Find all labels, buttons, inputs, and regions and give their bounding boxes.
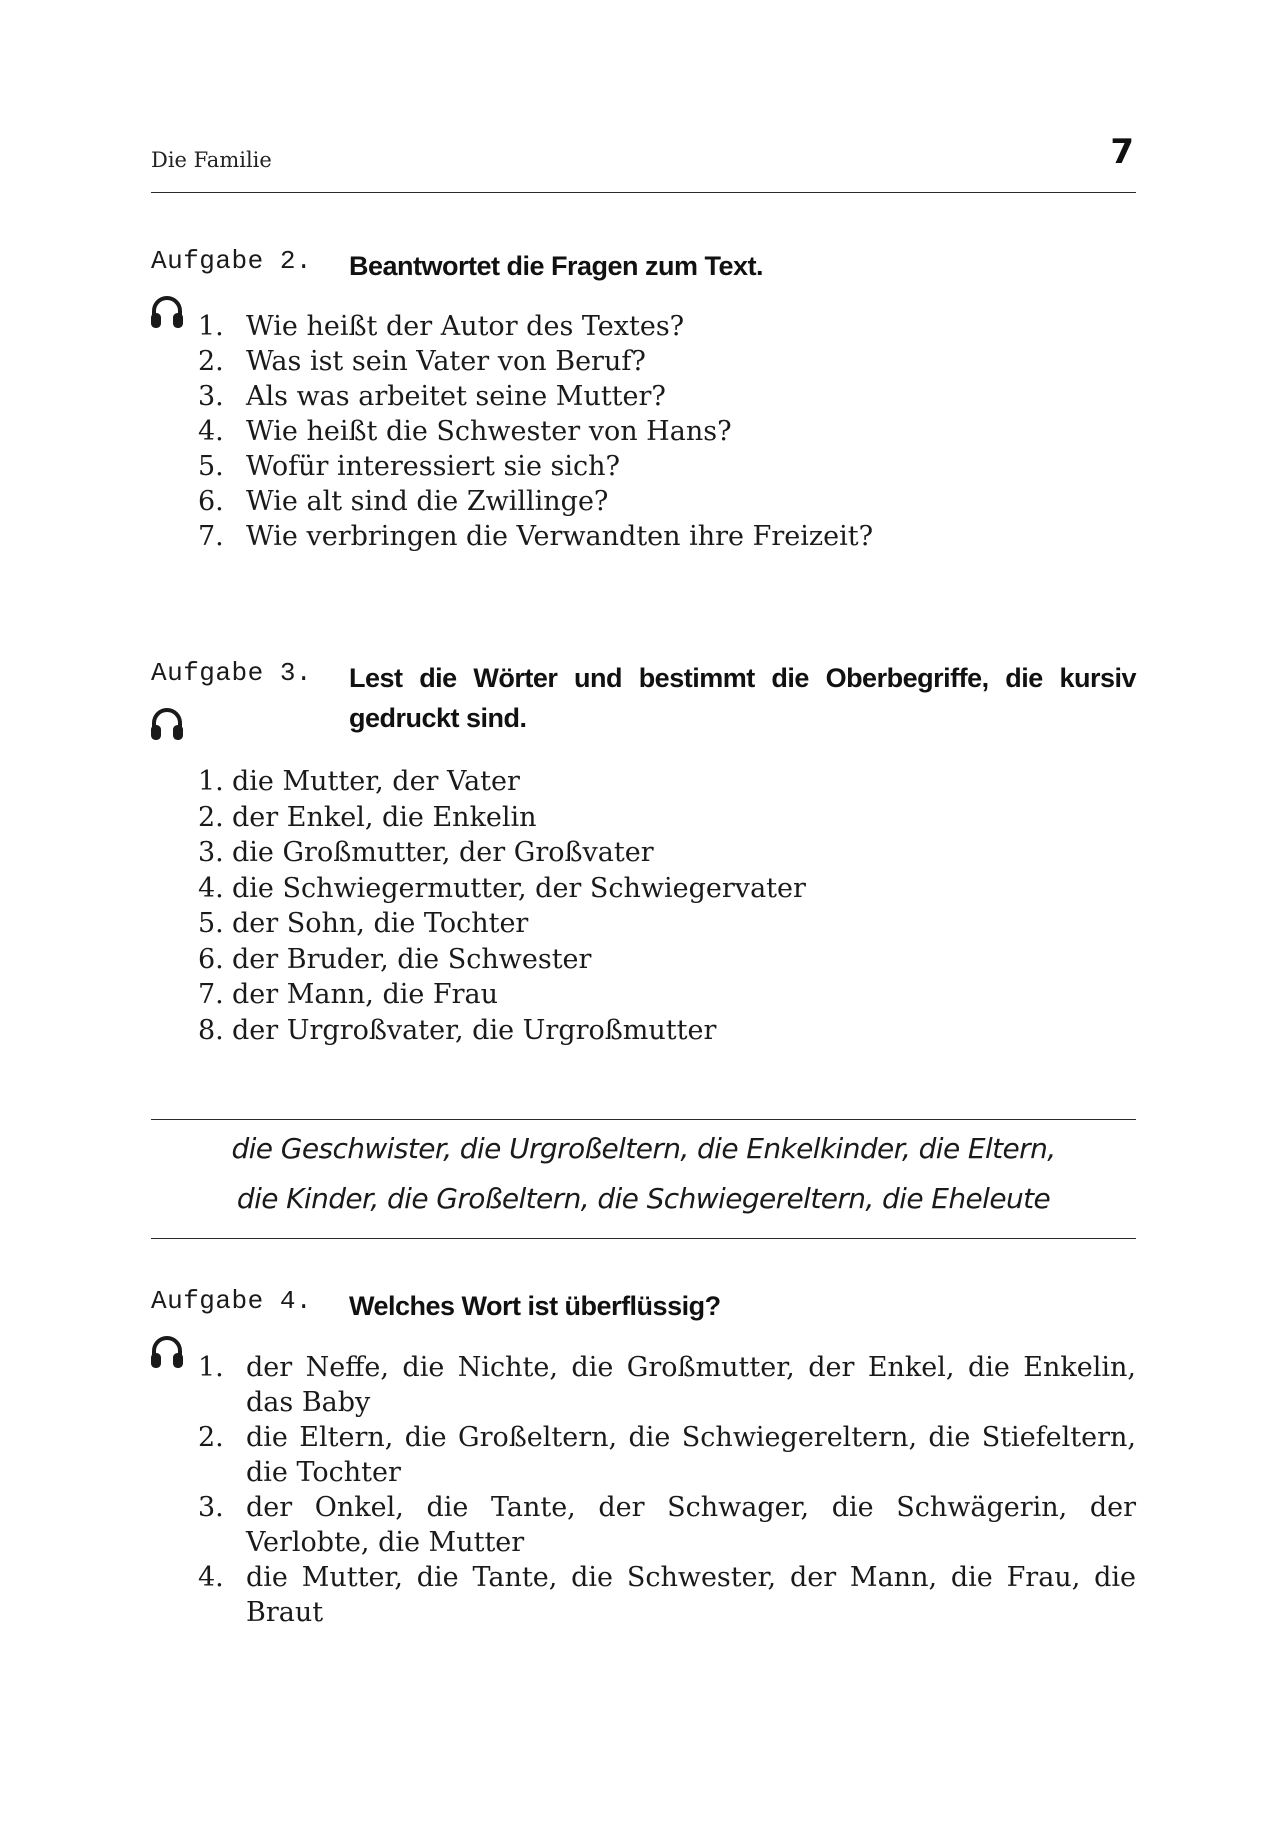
running-header xyxy=(151,132,1136,193)
item-text: Wie verbringen die Verwandten ihre Freizeit? xyxy=(246,521,874,552)
item-number: 3. xyxy=(198,1492,224,1523)
item-number: 3. xyxy=(198,381,224,412)
list-item xyxy=(198,1490,1136,1560)
item-number: 7. xyxy=(198,521,224,552)
task-4-label: Aufgabe 4. xyxy=(151,1286,313,1316)
list-item xyxy=(198,309,938,344)
item-number: 1. xyxy=(198,311,224,342)
item-number: 1. xyxy=(198,1352,224,1383)
item-text: die Mutter, der Vater xyxy=(232,766,520,797)
item-number: 2. xyxy=(198,1422,224,1453)
task-3-label: Aufgabe 3. xyxy=(151,658,313,688)
headphones-icon xyxy=(149,707,185,743)
item-text: die Mutter, die Tante, die Schwester, der Mann, die Frau, die Braut xyxy=(246,1562,1136,1628)
item-text: der Urgroßvater, die Urgroßmutter xyxy=(232,1014,717,1046)
item-text: der Onkel, die Tante, der Schwager, die Schwägerin, der Verlobte, die Mutter xyxy=(246,1492,1136,1558)
list-item xyxy=(198,1420,1136,1490)
item-text: die Großmutter, der Großvater xyxy=(232,837,654,868)
list-item xyxy=(198,906,938,942)
list-item xyxy=(198,1013,938,1049)
item-text: Was ist sein Vater von Beruf? xyxy=(246,346,646,377)
task-2-label: Aufgabe 2. xyxy=(151,246,313,276)
list-item xyxy=(198,484,938,519)
item-text: der Neffe, die Nichte, die Großmutter, der Enkel, die Enkelin, das Baby xyxy=(246,1352,1136,1418)
list-item xyxy=(198,977,938,1013)
list-item xyxy=(198,1350,1136,1420)
task-4-instruction: Welches Wort ist überflüssig? xyxy=(349,1291,721,1321)
list-item xyxy=(198,379,938,414)
item-number: 2. xyxy=(198,801,224,833)
item-number: 4. xyxy=(198,416,224,447)
list-item xyxy=(198,1560,1136,1630)
item-text: der Mann, die Frau xyxy=(232,979,499,1010)
item-number: 6. xyxy=(198,486,224,517)
item-number: 8. xyxy=(198,1014,224,1046)
list-item xyxy=(198,764,938,800)
task-3-instruction: Lest die Wörter und bestimmt die Oberbegriffe, die kursiv gedruckt sind. xyxy=(349,663,1136,733)
list-item xyxy=(198,519,938,554)
item-number: 4. xyxy=(198,872,224,904)
headphones-icon xyxy=(149,1335,185,1371)
item-text: der Bruder, die Schwester xyxy=(232,943,592,975)
task-2-instruction: Beantwortet die Fragen zum Text. xyxy=(349,251,764,281)
list-item xyxy=(198,871,938,907)
task-4-word-group-list xyxy=(198,1350,1136,1630)
word-box xyxy=(151,1119,1136,1239)
item-text: Wie heißt der Autor des Textes? xyxy=(246,311,685,342)
task-2-question-list xyxy=(198,309,938,554)
item-number: 4. xyxy=(198,1562,224,1593)
item-text: Wie alt sind die Zwillinge? xyxy=(246,486,609,517)
item-text: der Sohn, die Tochter xyxy=(232,908,529,939)
item-text: der Enkel, die Enkelin xyxy=(232,801,537,833)
list-item xyxy=(198,344,938,379)
list-item xyxy=(198,449,938,484)
list-item xyxy=(198,414,938,449)
item-text: Wofür interessiert sie sich? xyxy=(246,451,620,482)
item-number: 5. xyxy=(198,451,224,482)
item-text: die Schwiegermutter, der Schwiegervater xyxy=(232,872,806,904)
book-page xyxy=(151,0,1136,1835)
list-item xyxy=(198,800,938,836)
item-text: die Eltern, die Großeltern, die Schwiegereltern, die Stiefeltern, die Tochter xyxy=(246,1422,1136,1488)
item-number: 3. xyxy=(198,837,224,868)
word-box-line-2: die Kinder, die Großeltern, die Schwiegereltern, die Eheleute xyxy=(236,1182,1051,1215)
item-number: 7. xyxy=(198,979,224,1010)
item-number: 2. xyxy=(198,346,224,377)
item-text: Wie heißt die Schwester von Hans? xyxy=(246,416,732,447)
chapter-title: Die Familie xyxy=(151,148,272,172)
item-number: 1. xyxy=(198,766,224,797)
list-item xyxy=(198,942,938,978)
item-text: Als was arbeitet seine Mutter? xyxy=(246,381,666,412)
item-number: 6. xyxy=(198,943,224,975)
page-number: 7 xyxy=(1110,132,1134,172)
headphones-icon xyxy=(149,295,185,331)
word-box-line-1: die Geschwister, die Urgroßeltern, die Enkelkinder, die Eltern, xyxy=(231,1132,1056,1165)
list-item xyxy=(198,835,938,871)
item-number: 5. xyxy=(198,908,224,939)
task-3-word-list xyxy=(198,764,938,1048)
